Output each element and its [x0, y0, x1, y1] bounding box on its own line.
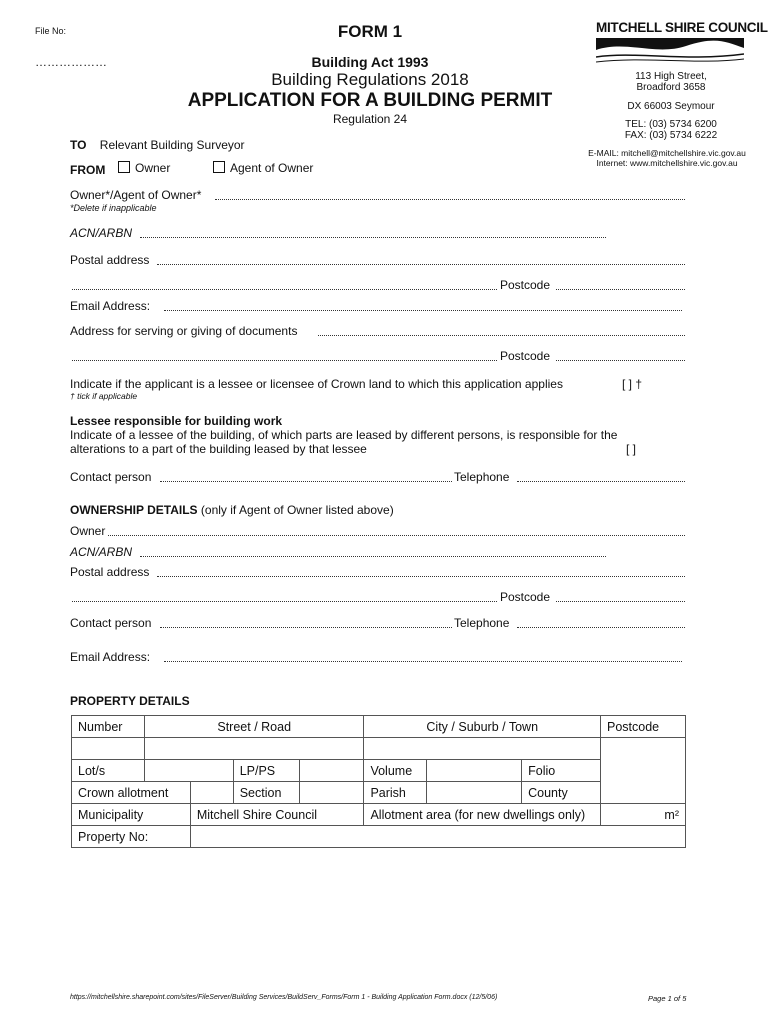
owner-label: Owner	[70, 524, 106, 538]
email-label: Email Address:	[70, 299, 151, 313]
folio-label: Folio	[522, 760, 601, 782]
council-dx: DX 66003 Seymour	[627, 101, 715, 112]
volume-label: Volume	[364, 760, 427, 782]
contact-person-field[interactable]	[160, 481, 452, 482]
lots-label: Lot/s	[72, 760, 145, 782]
crown-allotment-input-cell[interactable]	[190, 782, 233, 804]
postcode-field-2[interactable]	[556, 360, 685, 361]
ownership-postal-line2-field[interactable]	[72, 601, 497, 602]
form-title: FORM 1	[337, 22, 403, 41]
lessee-text-line-2: alterations to a part of the building leased by that lessee	[70, 442, 367, 456]
ownership-heading: OWNERSHIP DETAILS	[70, 503, 198, 517]
footer-path: https://mitchellshire.sharepoint.com/sites/FileServer/Building Services/BuildServ_Forms/Form 1 - Building Application Form.docx (12/5/06)	[70, 994, 498, 1001]
city-header: City / Suburb / Town	[364, 716, 601, 738]
table-row	[72, 826, 686, 848]
ownership-telephone-field[interactable]	[517, 627, 685, 628]
ownership-postal-field[interactable]	[157, 576, 685, 577]
municipality-label: Municipality	[72, 804, 191, 826]
to-label: TO	[70, 138, 87, 152]
owner-checkbox[interactable]	[118, 161, 130, 173]
postal-address-line2-field[interactable]	[72, 289, 497, 290]
allotment-area-label: Allotment area (for new dwellings only)	[364, 804, 601, 826]
regulation-number: Regulation 24	[332, 112, 408, 126]
lpps-input-cell[interactable]	[299, 760, 364, 782]
council-logo-wave-icon	[596, 38, 744, 66]
agent-option-label: Agent of Owner	[230, 161, 314, 175]
tick-note: † tick if applicable	[70, 391, 138, 401]
council-email[interactable]: E-MAIL: mitchell@mitchellshire.vic.gov.au	[588, 148, 746, 158]
from-label: FROM	[70, 163, 106, 177]
number-header: Number	[72, 716, 145, 738]
crown-allotment-label: Crown allotment	[72, 782, 191, 804]
contact-person-label: Contact person	[70, 470, 152, 484]
section-label: Section	[233, 782, 299, 804]
council-address-1: 113 High Street,	[635, 71, 707, 82]
council-website[interactable]: Internet: www.mitchellshire.vic.gov.au	[596, 158, 738, 168]
property-heading: PROPERTY DETAILS	[70, 694, 190, 708]
table-row	[72, 804, 686, 826]
ownership-postal-label: Postal address	[70, 565, 150, 579]
street-header: Street / Road	[144, 716, 364, 738]
telephone-label: Telephone	[454, 470, 510, 484]
acn-field[interactable]	[140, 237, 606, 238]
property-no-input-cell[interactable]	[190, 826, 685, 848]
lpps-label: LP/PS	[233, 760, 299, 782]
act-title: Building Act 1993	[311, 54, 429, 70]
ownership-heading-row	[70, 503, 394, 517]
lessee-checkbox[interactable]: [ ]	[626, 442, 637, 456]
to-value: Relevant Building Surveyor	[99, 138, 245, 152]
ownership-email-label: Email Address:	[70, 650, 151, 664]
council-tel: TEL: (03) 5734 6200	[625, 119, 717, 130]
crown-land-checkbox[interactable]: [ ] †	[622, 377, 643, 391]
email-field[interactable]	[164, 310, 682, 311]
postal-address-field[interactable]	[157, 264, 685, 265]
council-fax: FAX: (03) 5734 6222	[624, 130, 718, 141]
table-row	[72, 760, 686, 782]
ownership-postcode-field[interactable]	[556, 601, 685, 602]
section-input-cell[interactable]	[299, 782, 364, 804]
owner-field[interactable]	[108, 535, 685, 536]
ownership-telephone-label: Telephone	[454, 616, 510, 630]
lots-input-cell[interactable]	[144, 760, 233, 782]
owner-option-label: Owner	[135, 161, 171, 175]
table-row	[72, 738, 686, 760]
postcode-field[interactable]	[556, 289, 685, 290]
file-no-label: File No:	[35, 26, 67, 36]
number-input-cell[interactable]	[72, 738, 145, 760]
page-number: Page 1 of 5	[648, 994, 687, 1003]
allotment-area-unit[interactable]: m²	[601, 804, 686, 826]
page-title: APPLICATION FOR A BUILDING PERMIT	[187, 90, 553, 111]
council-address-2: Broadford 3658	[636, 82, 706, 93]
owner-checkbox-option[interactable]	[118, 161, 170, 175]
ownership-acn-label: ACN/ARBN	[70, 545, 133, 559]
ownership-email-field[interactable]	[164, 661, 682, 662]
regulations-title: Building Regulations 2018	[271, 70, 469, 89]
postcode-input-cell[interactable]	[601, 738, 686, 804]
file-no-value[interactable]: ………………	[35, 55, 107, 69]
council-logo-text: MITCHELL SHIRE COUNCIL	[596, 20, 768, 35]
agent-checkbox-option[interactable]	[213, 161, 313, 175]
property-details-table	[71, 715, 686, 848]
crown-land-question: Indicate if the applicant is a lessee or licensee of Crown land to which this application applies	[70, 377, 563, 391]
acn-label: ACN/ARBN	[70, 226, 133, 240]
delete-note: *Delete if inapplicable	[70, 203, 157, 213]
postal-address-label: Postal address	[70, 253, 150, 267]
city-input-cell[interactable]	[364, 738, 601, 760]
parish-label: Parish	[364, 782, 427, 804]
table-row	[72, 716, 686, 738]
parish-input-cell[interactable]	[427, 782, 522, 804]
serving-address-field[interactable]	[318, 335, 685, 336]
serving-address-label: Address for serving or giving of documents	[70, 324, 298, 338]
postcode-header: Postcode	[601, 716, 686, 738]
ownership-heading-note: (only if Agent of Owner listed above)	[200, 503, 394, 517]
ownership-contact-label: Contact person	[70, 616, 152, 630]
postcode-label: Postcode	[500, 278, 551, 292]
to-row	[70, 138, 245, 152]
ownership-postcode-label: Postcode	[500, 590, 551, 604]
serving-address-line2-field[interactable]	[72, 360, 497, 361]
agent-checkbox[interactable]	[213, 161, 225, 173]
street-input-cell[interactable]	[144, 738, 364, 760]
postcode-label-2: Postcode	[500, 349, 551, 363]
municipality-value: Mitchell Shire Council	[190, 804, 364, 826]
county-label: County	[522, 782, 601, 804]
telephone-field[interactable]	[517, 481, 685, 482]
owner-agent-label: Owner*/Agent of Owner*	[70, 188, 202, 202]
table-row	[72, 782, 686, 804]
lessee-text-line-1: Indicate of a lessee of the building, of which parts are leased by different persons, is responsible for the	[70, 428, 618, 442]
lessee-heading: Lessee responsible for building work	[70, 414, 283, 428]
volume-input-cell[interactable]	[427, 760, 522, 782]
ownership-contact-field[interactable]	[160, 627, 452, 628]
ownership-acn-field[interactable]	[140, 556, 606, 557]
property-no-label: Property No:	[72, 826, 191, 848]
owner-agent-field[interactable]	[215, 199, 685, 200]
